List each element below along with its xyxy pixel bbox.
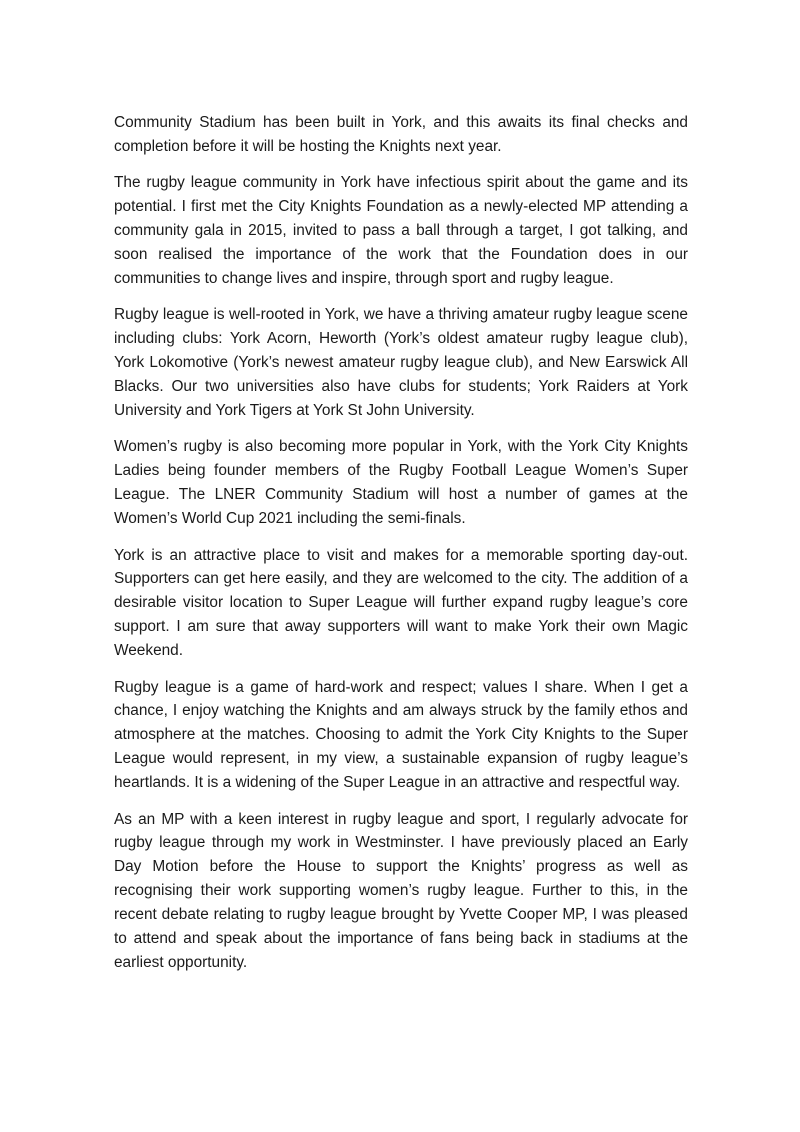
paragraph-visitors: York is an attractive place to visit and makes for a memorable sporting day-out. Supporters can get here easily, and they are welcomed to the city. The addition of a desirable visitor location to Super League will further expand rugby league’s core support. I am sure that away supporters will want to make York their own Magic Weekend. [114, 546, 688, 660]
paragraph-womens-rugby: Women’s rugby is also becoming more popular in York, with the York City Knights Ladies being founder members of the Rugby Football League Women’s Super League. The LNER Community Stadium will host a number of games at the Women’s World Cup 2021 including the semi-finals. [114, 438, 688, 528]
paragraph-westminster: As an MP with a keen interest in rugby league and sport, I regularly advocate for rugby league through my work in Westminster. I have previously placed an Early Day Motion before the House to support the Knights’ progress as well as recognising their work supporting women’s rugby league. Further to this, in the recent debate relating to rugby league brought by Yvette Cooper MP, I was pleased to attend and speak about the importance of fans being back in stadiums at the earliest opportunity. [114, 810, 688, 971]
paragraph-amateur-clubs: Rugby league is well-rooted in York, we have a thriving amateur rugby league scene including clubs: York Acorn, Heworth (York’s oldest amateur rugby league club), York Lokomotive (York’s newest amateur rugby league club), and New Earswick All Blacks. Our two universities also have clubs for students; York Raiders at York University and York Tigers at York St John University. [114, 306, 688, 419]
letter-body [114, 111, 688, 987]
paragraph-stadium: Community Stadium has been built in York, and this awaits its final checks and completion before it will be hosting the Knights next year. [114, 114, 688, 155]
paragraph-values: Rugby league is a game of hard-work and respect; values I share. When I get a chance, I enjoy watching the Knights and am always struck by the family ethos and atmosphere at the matches. Choosing to admit the York City Knights to the Super League would represent, in my view, a sustainable expansion of rugby league’s heartlands. It is a widening of the Super League in an attractive and respectful way. [114, 678, 688, 792]
paragraph-community-spirit: The rugby league community in York have infectious spirit about the game and its potential. I first met the City Knights Foundation as a newly-elected MP attending a community gala in 2015, invited to pass a ball through a target, I got talking, and soon realised the importance of the work that the Foundation does in our communities to change lives and inspire, through sport and rugby league. [114, 174, 688, 287]
